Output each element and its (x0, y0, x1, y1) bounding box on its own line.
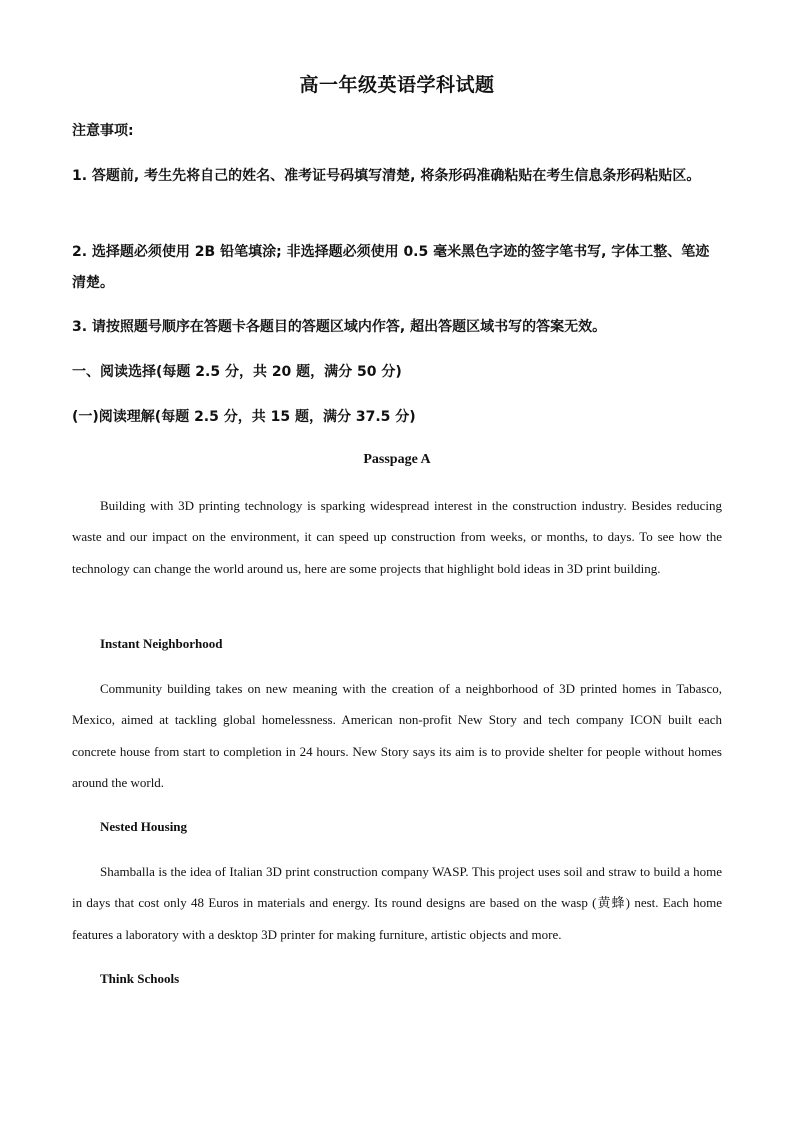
notice-heading: 注意事项: (72, 123, 134, 139)
section-heading-reading: 一、阅读选择(每题 2.5 分，共 20 题，满分 50 分) (72, 364, 402, 380)
notice-item-1: 1. 答题前, 考生先将自己的姓名、准考证号码填写清楚, 将条形码准确粘贴在考生信息条形码粘贴区。 (72, 168, 701, 184)
page-title: 高一年级英语学科试题 (299, 74, 495, 96)
passage-title: Passpage A (363, 452, 431, 467)
paragraph-nested-housing: Shamballa is the idea of Italian 3D print construction company WASP. This project uses soil and straw to build a home in days that cost only 48 Euros in materials and energy. Its round designs are based on the wasp (黄蜂) nest. Each home features a laboratory with a desktop 3D printer for making furniture, artistic objects and more. (72, 864, 722, 942)
notice-item-2: 2. 选择题必须使用 2B 铅笔填涂; 非选择题必须使用 0.5 毫米黑色字迹的签字笔书写, 字体工整、笔迹清楚。 (72, 244, 710, 291)
section-heading-instant-neighborhood: Instant Neighborhood (100, 636, 223, 651)
section-heading-nested-housing: Nested Housing (100, 819, 188, 834)
section-heading-reading-comprehension: (一)阅读理解(每题 2.5 分，共 15 题，满分 37.5 分) (72, 409, 416, 425)
paragraph-instant-neighborhood: Community building takes on new meaning with the creation of a neighborhood of 3D printed homes in Tabasco, Mexico, aimed at tackling global homelessness. American non-profit New Story and tech company ICON built each concrete house from start to completion in 24 hours. New Story says its aim is to provide shelter for people without homes around the world. (72, 681, 722, 790)
passage-intro-paragraph: Building with 3D printing technology is sparking widespread interest in the construction industry. Besides reducing waste and our impact on the environment, it can speed up construction from weeks, or months, to days. To see how the technology can change the world around us, here are some projects that highlight bold ideas in 3D print building. (72, 498, 722, 576)
notice-item-3: 3. 请按照题号顺序在答题卡各题目的答题区域内作答, 超出答题区域书写的答案无效。 (72, 319, 607, 335)
section-heading-think-schools: Think Schools (100, 971, 180, 986)
